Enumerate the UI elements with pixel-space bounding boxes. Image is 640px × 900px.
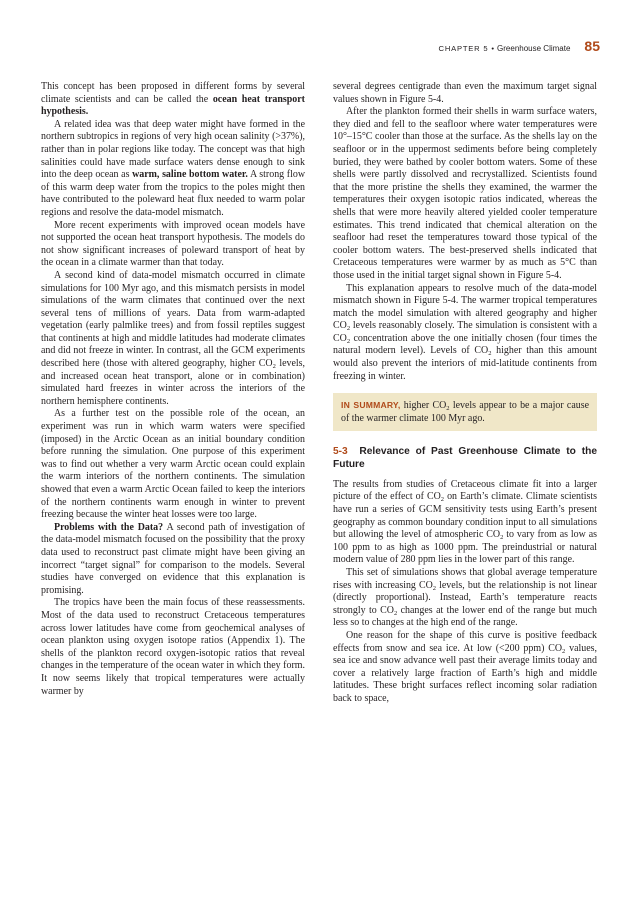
run-in-heading: Problems with the Data? [54, 521, 164, 533]
paragraph: several degrees centigrade than even the maximum target signal values shown in Figure 5-4. [333, 81, 597, 105]
paragraph: This set of simulations shows that global average temperature rises with increasing $CO_2$ levels, but the relationship is not linear (directly proportional). Instead, Earth’s temperature reacts strongly to $CO_2$ changes at the lower end of the range but much less so to changes at the high end of the range. [333, 567, 598, 629]
paragraph: Problems with the Data? A second path of investigation of the data-model mismatch focused on the possibility that the proxy data used to reconstruct past climate might have been giving an incorrect “target signal” for comparison to the models. Several studies have converged on evidence that this explanation is promising. [41, 521, 305, 596]
summary-label: IN SUMMARY, [341, 400, 401, 411]
chapter-title: Greenhouse Climate [497, 44, 571, 53]
header-separator: • [491, 44, 495, 53]
chapter-label: CHAPTER 5 [438, 44, 489, 53]
paragraph: A second kind of data-model mismatch occurred in climate simulations for 100 Myr ago, and this mismatch persists in model simulations of the warm climates that continued over the next several tens of millions of years. Data from warm-adapted vegetation (early palmlike trees) and from fossil reptiles suggest that continents at high and middle latitudes had moderate climates and did not freeze in winter. In contrast, all the GCM experiments described here (those with altered geography, higher $CO_2$ levels, and increased ocean heat transport, alone or in combination) simulated hard freezes in winter across the interiors of the northern hemisphere continents. [41, 269, 305, 407]
key-term: ocean heat transport hypothesis. [41, 93, 305, 118]
paragraph: This concept has been proposed in different forms by several climate scientists and can be called the ocean heat transport hypothesis. [41, 81, 305, 118]
left-column [41, 81, 305, 698]
paragraph: One reason for the shape of this curve is positive feedback effects from snow and sea ice. At low (<200 ppm) $CO_2$ values, sea ice and snow advance well past their average limits today and cover a relatively large fraction of Earth’s high and middle latitudes. These bright surfaces reflect incoming solar radiation back to space, [333, 630, 597, 704]
right-column [333, 81, 597, 706]
section-heading [333, 445, 597, 472]
paragraph: A related idea was that deep water might have formed in the northern subtropics in regions of very high ocean salinity (>37%), rather than in polar regions like today. The concept was that high salinities could have made surface waters dense enough to sink into the deep ocean as warm, saline bottom water. A strong flow of this warm deep water from the tropics to the poles might then have contributed to the poleward heat flux needed to warm polar regions and resolve the data-model mismatch. [41, 118, 305, 218]
paragraph: This explanation appears to resolve much of the data-model mismatch shown in Figure 5-4. The warmer tropical temperatures match the model simulation with altered geography and higher $CO_2$ levels reasonably closely. The simulation is consistent with a $CO_2$ concentration above the one initially chosen (four times the natural modern level). Levels of $CO_2$ higher than this amount would also prevent the interiors of mid-latitude continents from freezing in winter. [333, 282, 597, 382]
section-title: Relevance of Past Greenhouse Climate to the Future [333, 446, 597, 471]
key-term: warm, saline bottom water. [132, 169, 248, 181]
paragraph: After the plankton formed their shells in warm surface waters, they died and fell to the seafloor where water temperatures were 10°–15°C cooler than those at the surface. As the shells lay on the seafloor or in the uppermost sediments before being completely buried, they were bathed by cooler bottom waters. Some of these shells were partly dissolved and recrystallized. Scientists found that the more pristine the shells they examined, the warmer the temperatures their oxygen isotopic ratios indicated, whereas the shells that were more heavily altered yielded cooler temperature estimates. This trend indicated that chemical alteration on the seafloor had reset the temperatures toward those typical of the cooler bottom waters. The best-preserved shells indicated that Cretaceous temperatures were warmer by as much as 5°C than those used in the initial target signal shown in Figure 5-4. [333, 106, 597, 281]
paragraph: As a further test on the possible role of the ocean, an experiment was run in which warm waters were specified (imposed) in the Arctic Ocean as an initial boundary condition before running the simulation. One purpose of this experiment was to find out whether a very warm Arctic ocean could explain the warm interiors of the northern continents. The simulation showed that even a warm Arctic Ocean failed to keep the interiors of the northern continents warm enough in winter to prevent freezing because the winter heat losses were too large. [41, 408, 305, 521]
summary-box: IN SUMMARY, higher $CO_2$ levels appear to be a major cause of the warmer climate 100 Myr ago. [333, 393, 597, 431]
paragraph: The tropics have been the main focus of these reassessments. Most of the data used to reconstruct Cretaceous temperatures across lower latitudes have come from geochemical analyses of ocean plankton using oxygen isotope ratios (Appendix 1). The shells of the plankton record oxygen-isotopic ratios that reveal changes in the temperature of the ocean water in which they form. It now seems likely that tropical temperatures were actually warmer by [41, 597, 305, 697]
page-number: 85 [584, 38, 600, 54]
running-header [340, 38, 600, 54]
paragraph: More recent experiments with improved ocean models have not supported the ocean heat transport hypothesis. The models do not show significant increases of poleward transport of heat by the ocean in a climate warmer than that today. [41, 219, 305, 269]
paragraph: The results from studies of Cretaceous climate fit into a larger picture of the effect of $CO_2$ on Earth’s climate. Climate scientists have run a series of GCM sensitivity tests using Earth’s present geography as common boundary condition input to all simulations but allowing the level of atmospheric $CO_2$ to vary from as low as 100 ppm to as high as 1000 ppm. The preindustrial or natural modern value of 280 ppm lies in the lower part of this range. [333, 478, 597, 566]
section-number: 5-3 [333, 446, 348, 458]
